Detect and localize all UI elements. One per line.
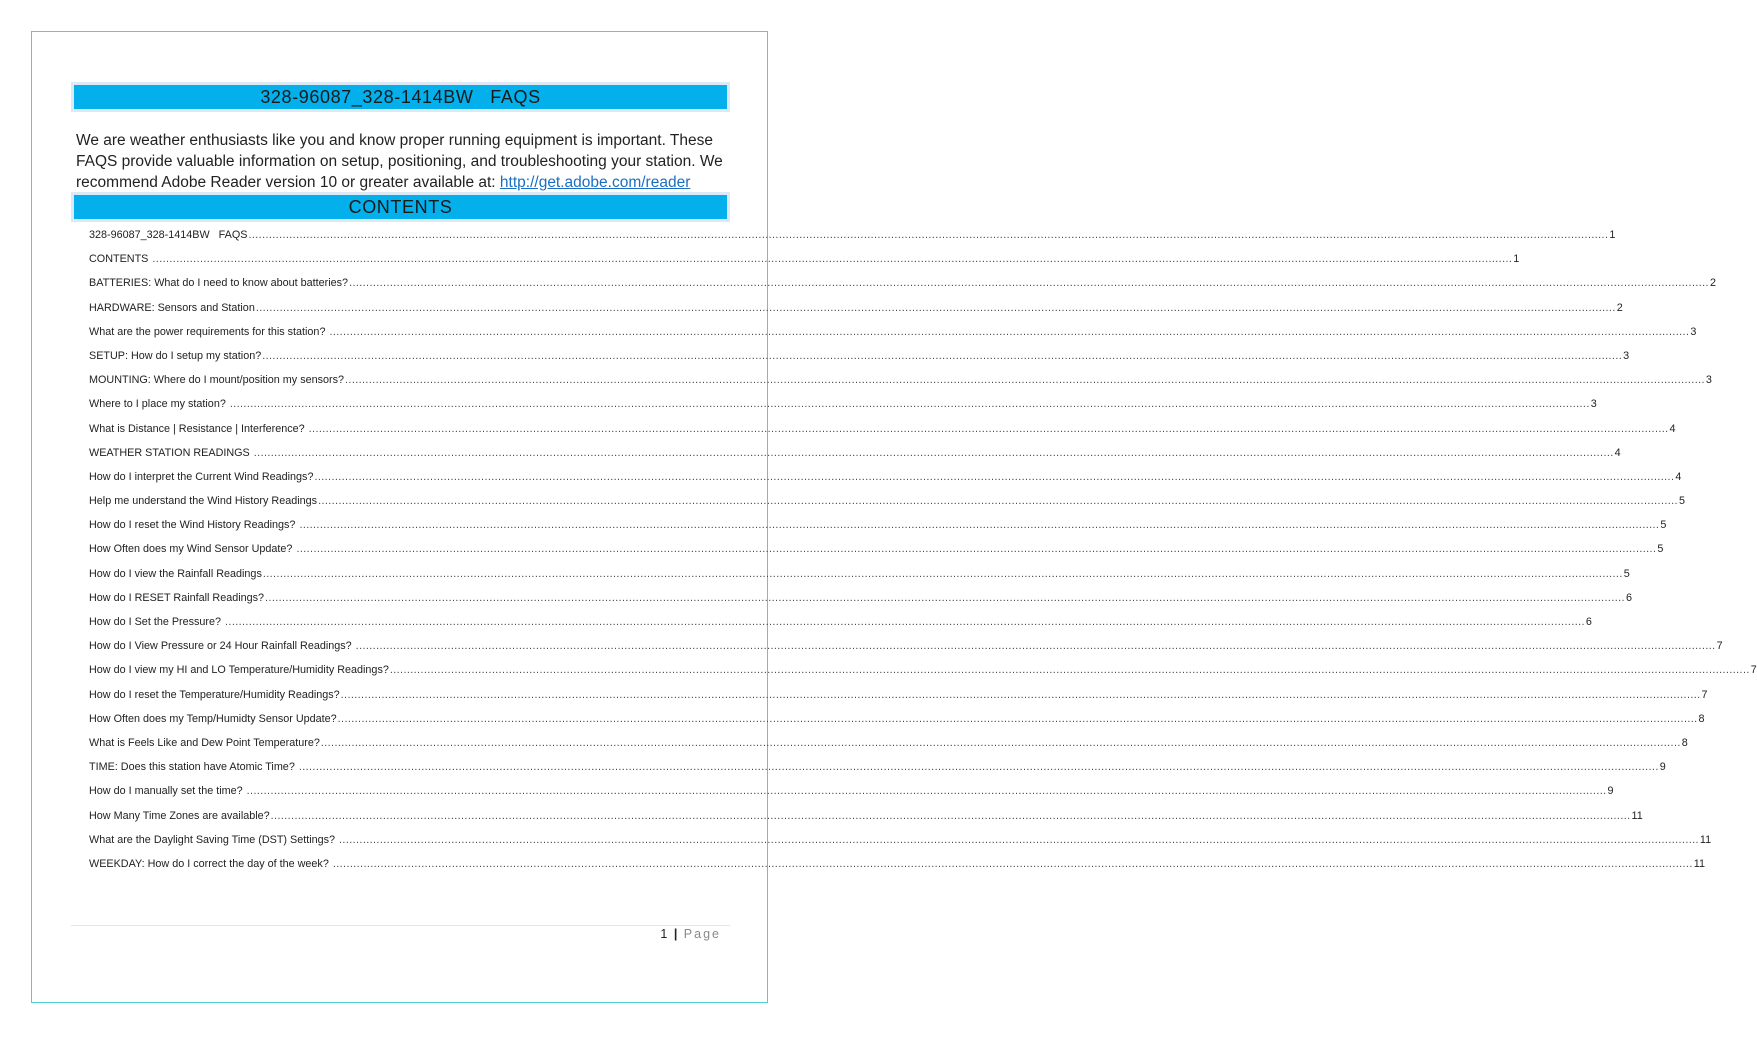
contents-banner	[71, 192, 730, 222]
adobe-reader-link[interactable]: http://get.adobe.com/reader	[499, 174, 691, 191]
toc-entry-title: How do I interpret the Current Wind Readings?	[89, 470, 314, 483]
intro-paragraph	[76, 130, 736, 193]
toc-entry-page: 11	[1693, 857, 1705, 870]
toc-entry[interactable]	[89, 446, 1621, 471]
document-title: 328-96087_328-1414BW FAQS	[74, 85, 727, 109]
toc-entry[interactable]	[89, 253, 1520, 277]
toc-dot-leader: ................................................................................................................................................................................................................................................................................................................................................................................................................	[248, 229, 1609, 241]
toc-dot-leader: ................................................................................................................................................................................................................................................................................................................................................................................................................	[345, 374, 1705, 387]
toc-entry[interactable]	[89, 809, 1643, 834]
toc-entry-title: How do I reset the Temperature/Humidity Readings?	[89, 688, 340, 701]
table-of-contents	[89, 229, 1757, 882]
toc-entry-title: What are the power requirements for this station?	[89, 325, 329, 338]
toc-entry[interactable]	[89, 543, 1664, 567]
toc-entry-title: Help me understand the Wind History Readings	[89, 495, 318, 508]
toc-dot-leader: ................................................................................................................................................................................................................................................................................................................................................................................................................	[246, 785, 1607, 798]
toc-entry-title: How Many Time Zones are available?	[89, 809, 270, 822]
toc-dot-leader: ................................................................................................................................................................................................................................................................................................................................................................................................................	[339, 833, 1699, 846]
toc-dot-leader: ................................................................................................................................................................................................................................................................................................................................................................................................................	[152, 253, 1513, 266]
toc-dot-leader: ................................................................................................................................................................................................................................................................................................................................................................................................................	[329, 325, 1690, 338]
toc-dot-leader: ................................................................................................................................................................................................................................................................................................................................................................................................................	[308, 422, 1669, 435]
toc-entry-page: 4	[1669, 422, 1676, 435]
page-number: 1	[660, 927, 668, 941]
toc-entry-page: 9	[1607, 785, 1614, 798]
toc-entry-title: WEEKDAY: How do I correct the day of the week?	[89, 857, 332, 870]
contents-heading: CONTENTS	[74, 195, 727, 219]
toc-entry-title: How do I view my HI and LO Temperature/Humidity Readings?	[89, 664, 389, 677]
toc-entry-page: 2	[1709, 277, 1716, 290]
toc-entry[interactable]	[89, 470, 1682, 495]
toc-entry[interactable]	[89, 325, 1697, 350]
toc-entry-title: HARDWARE: Sensors and Station	[89, 301, 255, 314]
toc-dot-leader: ................................................................................................................................................................................................................................................................................................................................................................................................................	[320, 736, 1681, 749]
toc-dot-leader: ................................................................................................................................................................................................................................................................................................................................................................................................................	[225, 616, 1585, 628]
toc-entry-page: 1	[1609, 229, 1616, 241]
toc-entry[interactable]	[89, 857, 1705, 882]
toc-dot-leader: ................................................................................................................................................................................................................................................................................................................................................................................................................	[255, 301, 1616, 314]
toc-entry-page: 5	[1660, 519, 1667, 532]
toc-dot-leader: ................................................................................................................................................................................................................................................................................................................................................................................................................	[349, 277, 1709, 290]
toc-entry[interactable]	[89, 495, 1685, 519]
toc-dot-leader: ................................................................................................................................................................................................................................................................................................................................................................................................................	[265, 591, 1625, 604]
toc-dot-leader: ................................................................................................................................................................................................................................................................................................................................................................................................................	[314, 470, 1675, 483]
toc-entry-page: 8	[1681, 736, 1688, 749]
toc-entry-title: How Often does my Wind Sensor Update?	[89, 543, 296, 556]
toc-entry[interactable]	[89, 229, 1616, 253]
toc-entry[interactable]	[89, 640, 1723, 664]
toc-entry-page: 11	[1699, 833, 1712, 846]
toc-entry-page: 8	[1698, 712, 1705, 725]
toc-entry-title: What are the Daylight Saving Time (DST) Settings?	[89, 833, 339, 846]
toc-entry-page: 9	[1659, 761, 1666, 774]
toc-entry[interactable]	[89, 616, 1592, 640]
toc-entry-page: 1	[1513, 253, 1520, 266]
toc-entry-title: How do I Set the Pressure?	[89, 616, 225, 628]
toc-entry-title: How Often does my Temp/Humidty Sensor Update?	[89, 712, 337, 725]
toc-entry-title: MOUNTING: Where do I mount/position my sensors?	[89, 374, 345, 387]
toc-entry[interactable]	[89, 301, 1623, 326]
toc-entry-page: 11	[1631, 809, 1643, 822]
toc-entry-page: 6	[1625, 591, 1632, 604]
toc-entry-title: How do I View Pressure or 24 Hour Rainfall Readings?	[89, 640, 355, 653]
toc-entry[interactable]	[89, 736, 1688, 761]
toc-entry-page: 4	[1675, 470, 1682, 483]
toc-entry-page: 3	[1623, 349, 1630, 362]
toc-entry-title: Where to I place my station?	[89, 398, 229, 411]
toc-dot-leader: ................................................................................................................................................................................................................................................................................................................................................................................................................	[332, 857, 1693, 870]
toc-entry[interactable]	[89, 761, 1666, 785]
toc-entry-page: 3	[1690, 325, 1697, 338]
toc-entry-title: TIME: Does this station have Atomic Time?	[89, 761, 298, 774]
toc-entry-page: 5	[1623, 567, 1630, 580]
toc-entry-page: 2	[1616, 301, 1623, 314]
toc-entry[interactable]	[89, 688, 1708, 713]
toc-entry-title: CONTENTS	[89, 253, 152, 266]
toc-entry[interactable]	[89, 519, 1667, 543]
intro-text: We are weather enthusiasts like you and know proper running equipment is important. These FAQS provide valuable information on setup, positioning, and troubleshooting your station. We recommend Adobe Reader version 10 or greater available at:	[76, 132, 723, 191]
page-word: Page	[683, 927, 721, 941]
footer-divider	[71, 925, 730, 926]
title-banner	[71, 82, 730, 112]
toc-dot-leader: ................................................................................................................................................................................................................................................................................................................................................................................................................	[270, 809, 1631, 822]
toc-entry-title: How do I reset the Wind History Readings?	[89, 519, 299, 532]
toc-dot-leader: ................................................................................................................................................................................................................................................................................................................................................................................................................	[299, 519, 1660, 532]
toc-entry-page: 6	[1585, 616, 1592, 628]
toc-dot-leader: ................................................................................................................................................................................................................................................................................................................................................................................................................	[296, 543, 1657, 556]
toc-entry[interactable]	[89, 591, 1632, 616]
toc-entry-page: 7	[1750, 664, 1757, 677]
toc-entry-title: How do I view the Rainfall Readings	[89, 567, 262, 580]
toc-entry-page: 3	[1705, 374, 1712, 387]
toc-dot-leader: ................................................................................................................................................................................................................................................................................................................................................................................................................	[229, 398, 1590, 411]
toc-entry[interactable]	[89, 712, 1705, 737]
toc-dot-leader: ................................................................................................................................................................................................................................................................................................................................................................................................................	[253, 446, 1614, 459]
toc-entry[interactable]	[89, 422, 1676, 447]
toc-entry-title: What is Feels Like and Dew Point Temperature?	[89, 736, 320, 749]
toc-entry[interactable]	[89, 567, 1630, 592]
footer-separator: |	[673, 927, 678, 941]
toc-entry-title: 328-96087_328-1414BW FAQS	[89, 229, 248, 241]
toc-dot-leader: ................................................................................................................................................................................................................................................................................................................................................................................................................	[340, 688, 1701, 701]
toc-entry-page: 7	[1716, 640, 1723, 653]
toc-entry-page: 7	[1701, 688, 1708, 701]
toc-dot-leader: ................................................................................................................................................................................................................................................................................................................................................................................................................	[262, 349, 1623, 362]
toc-dot-leader: ................................................................................................................................................................................................................................................................................................................................................................................................................	[318, 495, 1678, 508]
toc-entry[interactable]	[89, 374, 1712, 398]
toc-entry[interactable]	[89, 664, 1757, 688]
toc-dot-leader: ................................................................................................................................................................................................................................................................................................................................................................................................................	[355, 640, 1716, 653]
toc-dot-leader: ................................................................................................................................................................................................................................................................................................................................................................................................................	[337, 712, 1698, 725]
toc-entry-page: 5	[1678, 495, 1685, 508]
page-footer	[660, 927, 721, 941]
toc-entry-title: BATTERIES: What do I need to know about batteries?	[89, 277, 349, 290]
toc-entry[interactable]	[89, 349, 1630, 374]
toc-entry[interactable]	[89, 785, 1614, 809]
toc-entry[interactable]	[89, 277, 1716, 301]
toc-entry[interactable]	[89, 833, 1712, 858]
toc-dot-leader: ................................................................................................................................................................................................................................................................................................................................................................................................................	[298, 761, 1659, 774]
toc-entry-title: How do I manually set the time?	[89, 785, 246, 798]
toc-dot-leader: ................................................................................................................................................................................................................................................................................................................................................................................................................	[389, 664, 1750, 677]
toc-entry-page: 3	[1590, 398, 1597, 411]
toc-entry-title: What is Distance | Resistance | Interference?	[89, 422, 308, 435]
toc-entry-title: How do I RESET Rainfall Readings?	[89, 591, 265, 604]
toc-dot-leader: ................................................................................................................................................................................................................................................................................................................................................................................................................	[262, 567, 1623, 580]
toc-entry[interactable]	[89, 398, 1597, 422]
toc-entry-title: WEATHER STATION READINGS	[89, 446, 253, 459]
toc-entry-page: 4	[1614, 446, 1621, 459]
toc-entry-page: 5	[1657, 543, 1664, 556]
toc-entry-title: SETUP: How do I setup my station?	[89, 349, 262, 362]
